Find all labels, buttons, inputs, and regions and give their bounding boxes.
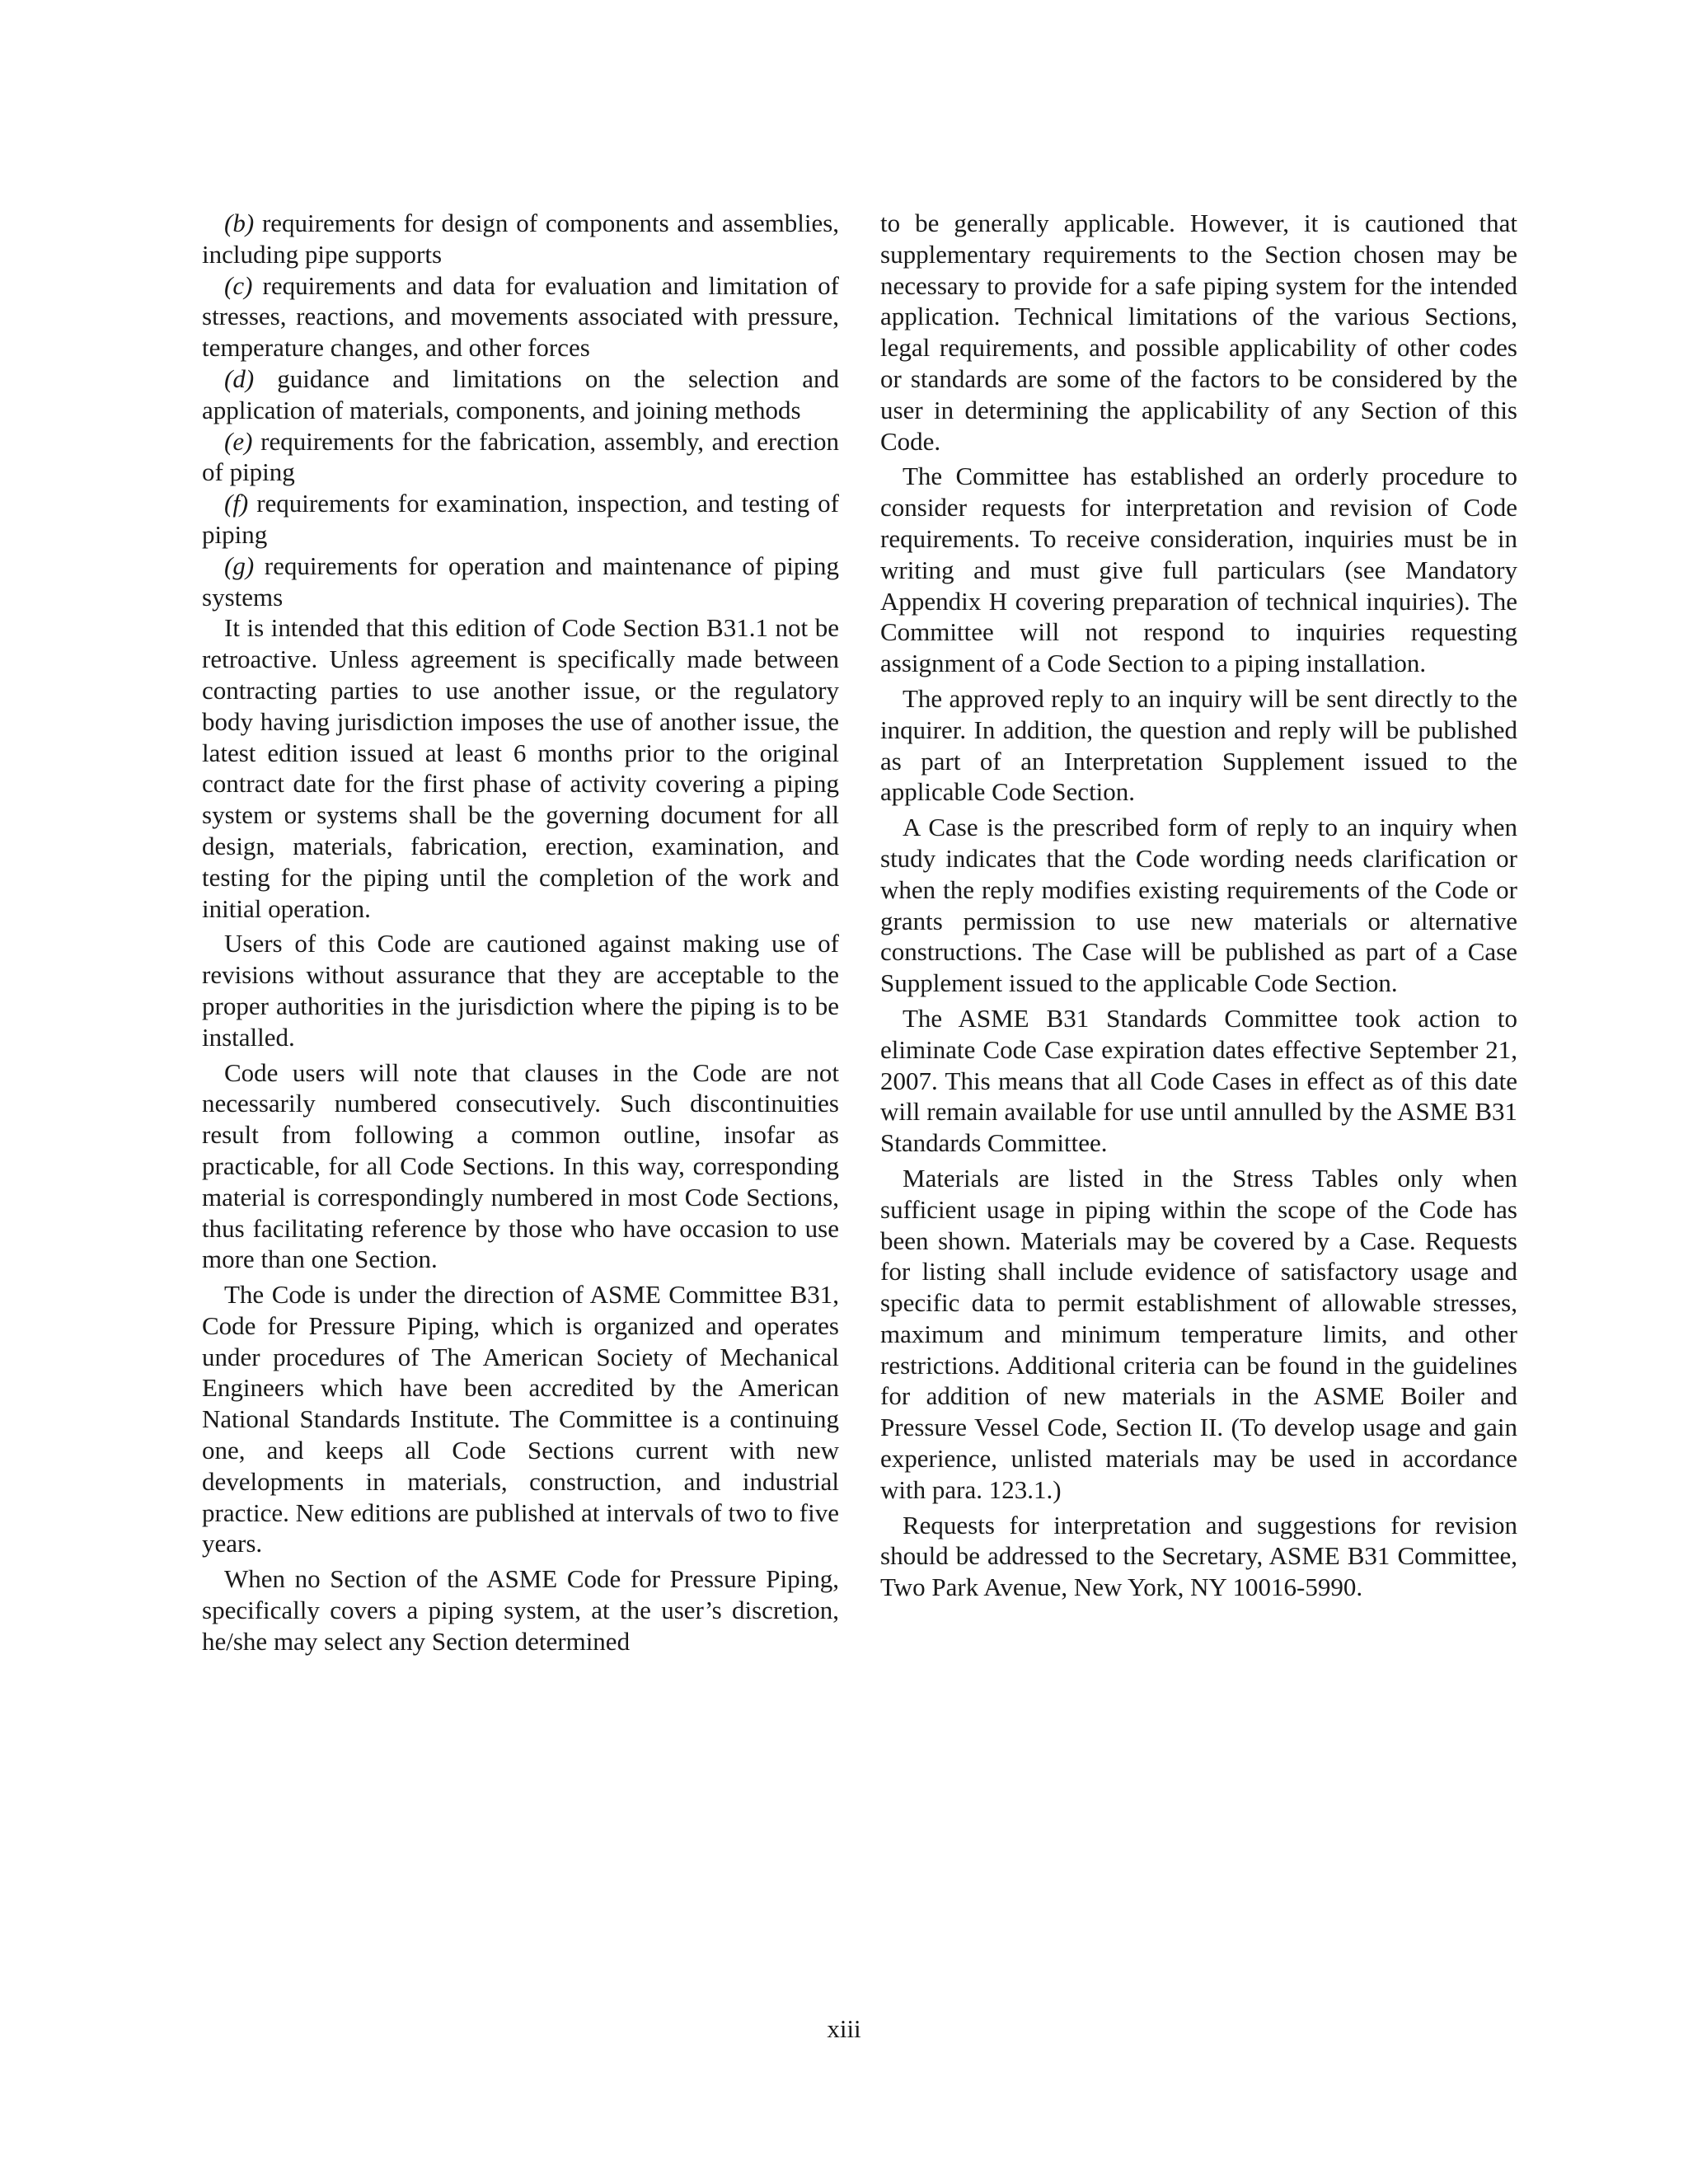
paragraph-section-selection: When no Section of the ASME Code for Pressure Piping, specifically covers a piping system, at the user’s discretion, he/she may select any Section determined — [202, 1564, 839, 1656]
list-item-g — [202, 551, 839, 613]
left-column — [202, 208, 839, 1657]
item-text: requirements and data for evaluation and limitation of stresses, reactions, and movements associated with pressure, temperature changes, and other forces — [202, 270, 839, 363]
paragraph-numbering: Code users will note that clauses in the Code are not necessarily numbered consecutively. Such discontinuities result from following a common outline, insofar as practicable, for all Code Sections. In this way, corresponding material is correspondingly numbered in most Code Sections, thus facilitating reference by those who have occasion to use more than one Section. — [202, 1057, 839, 1274]
paragraph-requests-address: Requests for interpretation and suggestions for revision should be addressed to the Secretary, ASME B31 Committee, Two Park Avenue, New York, NY 10016-5990. — [880, 1510, 1517, 1602]
item-label: (e) — [224, 426, 253, 456]
paragraph-continuation: to be generally applicable. However, it is cautioned that supplementary requirements to the Section chosen may be necessary to provide for a safe piping system for the intended application. Technical limitations of the various Sections, legal requirements, and possible applicability of other codes or standards are some of the factors to be considered by the user in determining the applicability of any Section of this Code. — [880, 209, 1517, 456]
paragraph-case-definition: A Case is the prescribed form of reply to an inquiry when study indicates that the Code wording needs clarification or when the reply modifies existing requirements of the Code or grants permission to use new materials or alternative constructions. The Case will be published as part of a Case Supplement issued to the applicable Code Section. — [880, 813, 1517, 998]
list-item-b — [202, 208, 839, 270]
page-number: xiii — [827, 2014, 861, 2043]
item-text: requirements for design of components and assemblies, including pipe supports — [202, 209, 840, 269]
list-item-c — [202, 270, 839, 363]
paragraph-materials-listing: Materials are listed in the Stress Tables only when sufficient usage in piping within the scope of the Code has been shown. Materials may be covered by a Case. Requests for listing shall include evidence of satisfactory usage and specific data to permit establishment of allowable stresses, maximum and minimum temperature limits, and other restrictions. Additional criteria can be found in the guidelines for addition of new materials in the ASME Boiler and Pressure Vessel Code, Section II. (To develop usage and gain experience, unlisted materials may be used in accordance with para. 123.1.) — [880, 1163, 1517, 1504]
item-text: guidance and limitations on the selection and application of materials, components, and joining methods — [202, 363, 839, 424]
paragraph-retroactivity: It is intended that this edition of Code Section B31.1 not be retroactive. Unless agreement is specifically made between contracting parties to use another issue, or the regulatory body having jurisdiction imposes the use of another issue, the latest edition issued at least 6 months prior to the original contract date for the first phase of activity covering a piping system or systems shall be the governing document for all design, materials, fabrication, erection, examination, and testing for the piping until the completion of the work and initial operation. — [202, 613, 839, 923]
item-label: (d) — [224, 363, 255, 393]
paragraph-committee: The Code is under the direction of ASME Committee B31, Code for Pressure Piping, which is organized and operates under procedures of The American Society of Mechanical Engineers which have been accredited by the American National Standards Institute. The Committee is a continuing one, and keeps all Code Sections current with new developments in materials, construction, and industrial practice. New editions are published at intervals of two to five years. — [202, 1280, 839, 1558]
item-text: requirements for examination, inspection, and testing of piping — [202, 489, 840, 549]
item-label: (b) — [224, 209, 255, 237]
paragraph-inquiry-procedure: The Committee has established an orderly procedure to consider requests for interpretation and revision of Code requirements. To receive consideration, inquiries must be in writing and must give full particulars (see Mandatory Appendix H covering preparation of technical inquiries). The Committee will not respond to inquiries requesting assignment of a Code Section to a piping installation. — [880, 462, 1517, 678]
list-item-f — [202, 488, 839, 551]
paragraph-case-expiration: The ASME B31 Standards Committee took action to eliminate Code Case expiration dates effective September 21, 2007. This means that all Code Cases in effect as of this date will remain available for use until annulled by the ASME B31 Standards Committee. — [880, 1003, 1517, 1158]
item-text: requirements for operation and maintenance of piping systems — [202, 551, 840, 612]
item-text: requirements for the fabrication, assembly, and erection of piping — [202, 426, 839, 487]
item-label: (g) — [224, 551, 255, 580]
list-item-e — [202, 426, 839, 489]
right-column — [880, 208, 1517, 1603]
paragraph-revisions-caution: Users of this Code are cautioned against making use of revisions without assurance that they are acceptable to the proper authorities in the jurisdiction where the piping is to be installed. — [202, 929, 839, 1052]
list-item-d — [202, 363, 839, 426]
item-label: (f) — [224, 489, 249, 518]
item-label: (c) — [224, 270, 253, 300]
paragraph-approved-reply: The approved reply to an inquiry will be sent directly to the inquirer. In addition, the question and reply will be published as part of an Interpretation Supplement issued to the applicable Code Section. — [880, 683, 1517, 807]
